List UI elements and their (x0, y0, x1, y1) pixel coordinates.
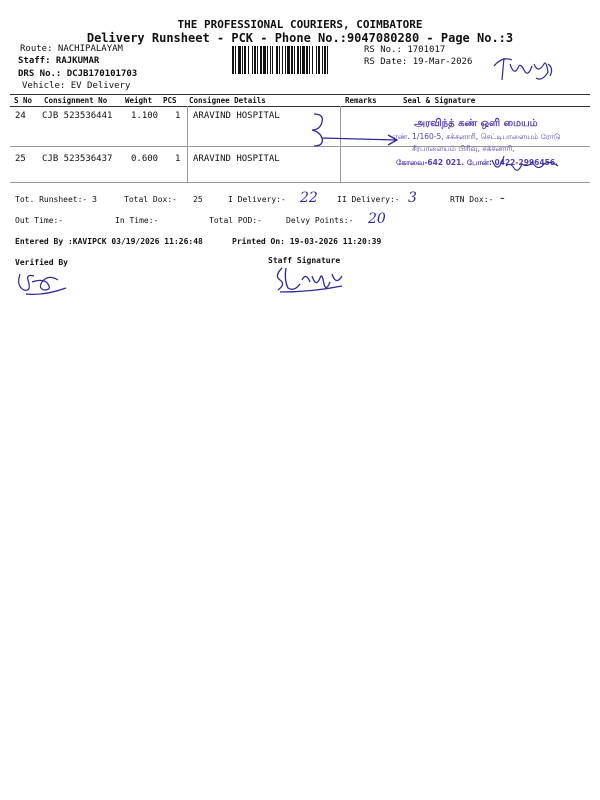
total-pod-label: Total POD:- (209, 216, 262, 225)
staff-signature-icon (272, 262, 352, 296)
staff-signature-label: Staff Signature (268, 256, 341, 265)
rtn-dox-handwritten: - (500, 190, 505, 206)
handwritten-signature-icon (490, 50, 560, 84)
ii-delivery-handwritten: 3 (408, 190, 417, 206)
route-label: Route: NACHIPALAYAM (20, 44, 123, 54)
vehicle-label: Vehicle: EV Delivery (22, 81, 131, 91)
entered-by: Entered By :KAVIPCK 03/19/2026 11:26:48 (15, 237, 203, 246)
col-consignment: Consignment No (44, 96, 108, 105)
delvy-points-handwritten: 20 (368, 211, 386, 227)
stamp-line4: கோவை-642 021. போன்: 0422-2996456. (396, 158, 558, 167)
rs-date: RS Date: 19-Mar-2026 (364, 57, 473, 67)
row-weight: 1.100 (131, 111, 159, 121)
delvy-points-label: Delvy Points:- (286, 216, 354, 225)
row-consignment: CJB 523536437 (42, 154, 113, 164)
row-sno: 25 (15, 154, 26, 164)
total-dox-value: 25 (193, 195, 203, 204)
col-weight: Weight (125, 96, 153, 105)
row-sno: 24 (15, 111, 26, 121)
runsheet-subtitle: Delivery Runsheet - PCK - Phone No.:9047080280 - Page No.:3 (86, 31, 514, 45)
tot-runsheet: Tot. Runsheet:- 3 (15, 195, 97, 204)
brace-arrow-icon (300, 108, 410, 178)
row-consignment: CJB 523536441 (42, 111, 113, 121)
verified-signature-icon (14, 268, 74, 298)
printed-on: Printed On: 19-03-2026 11:20:39 (232, 237, 382, 246)
col-remarks: Remarks (345, 96, 377, 105)
out-time-label: Out Time:- (15, 216, 64, 225)
col-pcs: PCS (163, 96, 177, 105)
drs-number: DRS No.: DCJB170101703 (18, 69, 138, 79)
verified-by-label: Verified By (15, 258, 68, 267)
company-title: THE PROFESSIONAL COURIERS, COIMBATORE (177, 18, 423, 31)
row-consignee: ARAVIND HOSPITAL (193, 111, 280, 121)
row-pcs: 1 (175, 154, 181, 164)
in-time-label: In Time:- (115, 216, 159, 225)
row-weight: 0.600 (131, 154, 159, 164)
i-delivery-label: I Delivery:- (228, 195, 286, 204)
rs-number: RS No.: 1701017 (364, 45, 446, 55)
col-sno: S No (14, 96, 33, 105)
staff-label: Staff: RAJKUMAR (18, 56, 100, 66)
row-pcs: 1 (175, 111, 181, 121)
stamp-line3: சீரபாளையம் பிரிவு, சக்சனாரி, (412, 144, 515, 153)
rtn-dox-label: RTN Dox:- (450, 195, 494, 204)
row-consignee: ARAVIND HOSPITAL (193, 154, 280, 164)
ii-delivery-label: II Delivery:- (337, 195, 400, 204)
stamp-line1: அரவிந்த் கண் ஒளி மையம் (414, 118, 538, 129)
col-consignee: Consignee Details (189, 96, 266, 105)
i-delivery-handwritten: 22 (300, 190, 318, 206)
total-dox-label: Total Dox:- (124, 195, 177, 204)
stamp-signature-icon (488, 150, 568, 180)
col-seal-signature: Seal & Signature (403, 96, 476, 105)
barcode-icon (232, 46, 360, 74)
stamp-line2: எண். 1/160-5, சக்சனாரி, செட்டிபாளையம் ரோடு (392, 132, 561, 141)
